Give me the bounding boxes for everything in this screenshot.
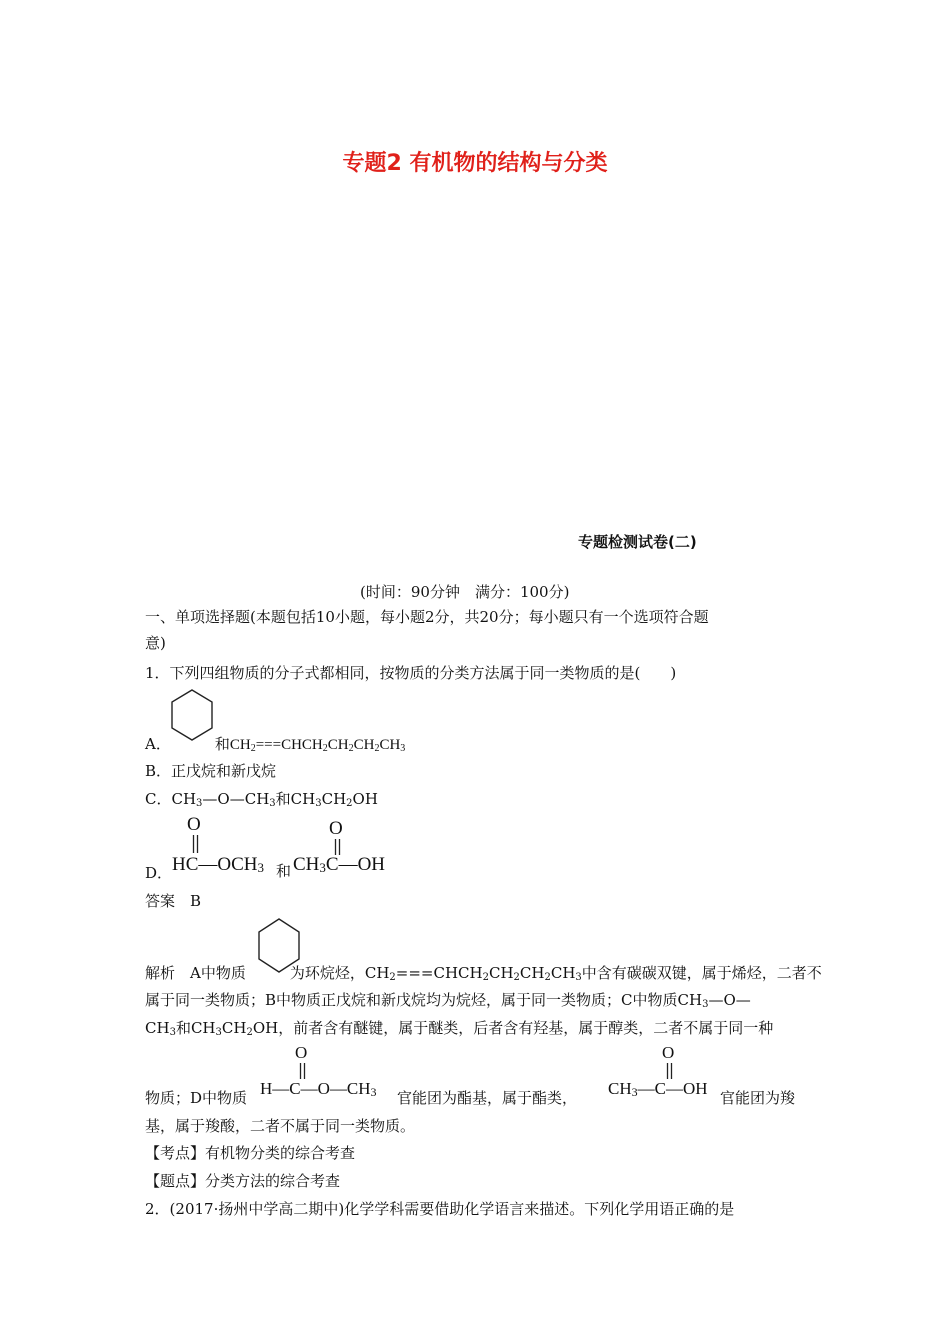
ester-double-bond-icon [192, 835, 200, 853]
analysis-line-4-c: 官能团为羧 [720, 1089, 796, 1107]
ester-carbonyl-oxygen: O [187, 814, 201, 835]
acid-carbonyl-oxygen-2: O [662, 1043, 675, 1062]
analysis-line-3: $CH_3$和$CH_3CH_2OH$，前者含有醚键，属于醚类，后者含有羟基，属于醇类，二者不属于同一种 [145, 1019, 774, 1038]
q1-tidian: 【题点】分类方法的综合考查 [145, 1172, 341, 1190]
q1-option-a-label: A． [145, 735, 171, 753]
q1-option-a [145, 733, 405, 754]
time-note: (时间：90分钟 满分：100分) [360, 583, 570, 601]
q1-option-a-formula: $CH_2===CHCH_2CH_2CH_2CH_3$ [229, 737, 406, 754]
q1-option-c: C．$CH_3—O—CH_3$和$CH_3CH_2OH$ [145, 790, 378, 809]
q1-stem: 1．下列四组物质的分子式都相同，按物质的分类方法属于同一类物质的是( ) [145, 664, 677, 682]
analysis-line-1: 解析 A中物质 为环烷烃，$CH_2===CHCH_2CH_2CH_2CH_3$中含有碳碳双键，属于烯烃，二者不 [145, 964, 822, 983]
acid-double-bond-icon [666, 1063, 674, 1079]
q1-option-d-label: D． [145, 864, 173, 882]
q1-option-d-and: 和 [276, 862, 292, 880]
acid-carbonyl-oxygen: O [329, 818, 343, 839]
acid-double-bond-icon [334, 839, 342, 855]
analysis-line-5: 基，属于羧酸，二者不属于同一类物质。 [145, 1117, 416, 1135]
q1-answer: 答案 B [145, 892, 202, 910]
q2-stem: 2．(2017·扬州中学高二期中)化学学科需要借助化学语言来描述。下列化学用语正确的是 [145, 1200, 735, 1218]
analysis-ester-formula: $H—C—O—CH_3$ [260, 1079, 377, 1099]
analysis-line-2: 属于同一类物质；B中物质正戊烷和新戊烷均为烷烃，属于同一类物质；C中物质$CH_3—O—$ [145, 991, 751, 1010]
analysis-line-4-b: 官能团为酯基，属于酯类， [397, 1089, 578, 1107]
analysis-acid-formula: $CH_3—C—OH$ [608, 1079, 708, 1099]
ester-double-bond-icon [299, 1063, 307, 1079]
page-title: 专题2 有机物的结构与分类 [342, 151, 608, 176]
exam-subtitle: 专题检测试卷(二) [578, 533, 697, 551]
ester-carbonyl-oxygen-2: O [295, 1043, 308, 1062]
section-heading-line1: 一、单项选择题(本题包括10小题，每小题2分，共20分；每小题只有一个选项符合题 [145, 608, 709, 626]
q1-option-d-ester: $HC—OCH_3$ [172, 854, 265, 875]
analysis-line-4-a: 物质；D中物质 [145, 1089, 248, 1107]
q1-option-b: B．正戊烷和新戊烷 [145, 762, 277, 780]
section-heading-line2: 意) [145, 634, 166, 652]
q1-kaodian: 【考点】有机物分类的综合考查 [145, 1144, 356, 1162]
q1-option-d-acid: $CH_3C—OH$ [293, 854, 386, 875]
q1-option-a-and: 和 [214, 735, 230, 753]
